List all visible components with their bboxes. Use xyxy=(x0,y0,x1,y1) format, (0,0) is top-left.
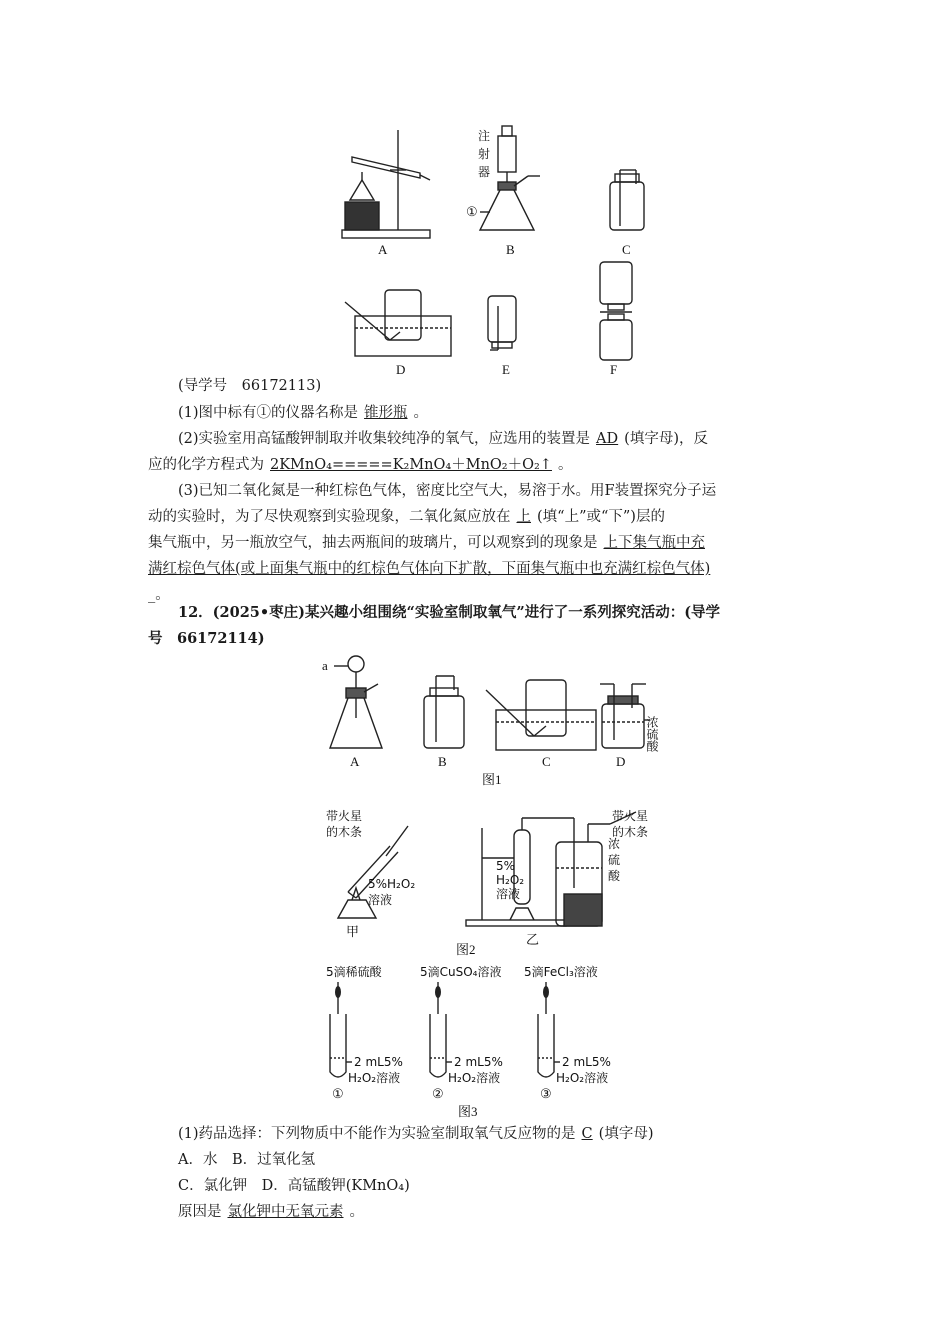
svg-text:2 mL5%: 2 mL5% xyxy=(354,1055,403,1069)
fig1-label-a: A xyxy=(350,754,360,769)
q11-part3-line2: 动的实验时，为了尽快观察到实验现象，二氧化氮应放在 上 (填“上”或“下”)层的 xyxy=(148,509,665,525)
svg-text:2 mL5%: 2 mL5% xyxy=(454,1055,503,1069)
fig1-apparatus-a xyxy=(330,656,382,748)
q11-part3-line4: 满红棕色气体(或上面集气瓶中的红棕色气体向下扩散，下面集气瓶中也充满红棕色气体) xyxy=(148,561,711,577)
fig2-acid-yi: 浓 xyxy=(608,837,621,851)
svg-text:射: 射 xyxy=(478,147,491,161)
apparatus-f xyxy=(600,262,632,360)
label-f: F xyxy=(610,362,618,377)
q11-part2-answer: AD xyxy=(596,431,619,447)
figure-2 xyxy=(318,808,698,958)
syringe-label: 注 xyxy=(478,129,491,143)
q11-part3-line5: _。 xyxy=(148,587,170,603)
apparatus-e xyxy=(488,296,516,350)
label-c: C xyxy=(622,242,631,257)
fig1-label-b: B xyxy=(438,754,447,769)
apparatus-a xyxy=(342,130,430,238)
fig3-reagent-3: 5滴FeCl₃溶液 xyxy=(524,965,598,979)
fig3-num-3: ③ xyxy=(540,1086,552,1101)
fig1-a-label: a xyxy=(322,658,328,673)
fig1-acid-label: 浓硫酸 xyxy=(645,716,659,752)
svg-text:的木条: 的木条 xyxy=(326,825,363,839)
fig1-label-d: D xyxy=(616,754,626,769)
q12-part1: (1)药品选择：下列物质中不能作为实验室制取氧气反应物的是 C (填字母) xyxy=(178,1126,654,1142)
svg-text:溶液: 溶液 xyxy=(368,893,393,907)
fig2-splint-yi: 带火星 xyxy=(612,809,649,823)
fig2-caption: 图2 xyxy=(456,942,476,957)
fig2-splint-jia: 带火星 xyxy=(326,809,363,823)
svg-text:H₂O₂: H₂O₂ xyxy=(496,873,525,887)
label-b: B xyxy=(506,242,515,257)
fig1-apparatus-c xyxy=(486,680,596,750)
q12-heading-line2: 号 66172114) xyxy=(148,630,265,647)
fig2-h2o2-jia: 5%H₂O₂ xyxy=(368,877,416,891)
svg-text:酸: 酸 xyxy=(608,869,621,883)
label-e: E xyxy=(502,362,510,377)
label-d: D xyxy=(396,362,406,377)
fig1-apparatus-b xyxy=(424,676,464,748)
q12-options-ab: A．水 B．过氧化氢 xyxy=(178,1152,316,1168)
q11-guide-number: (导学号 66172113) xyxy=(178,378,322,394)
fig1-label-c: C xyxy=(542,754,551,769)
svg-text:器: 器 xyxy=(478,165,491,179)
q11-part2-equation: 应的化学方程式为 2KMnO₄=====K₂MnO₄＋MnO₂＋O₂↑ 。 xyxy=(148,457,573,473)
q12-reason: 原因是 氯化钾中无氧元素 。 xyxy=(178,1204,364,1220)
svg-text:H₂O₂溶液: H₂O₂溶液 xyxy=(556,1071,609,1085)
svg-text:的木条: 的木条 xyxy=(612,825,649,839)
svg-text:H₂O₂溶液: H₂O₂溶液 xyxy=(448,1071,501,1085)
q11-part3-line1: (3)已知二氧化氮是一种红棕色气体，密度比空气大，易溶于水。用F装置探究分子运 xyxy=(178,483,717,499)
fig2-h2o2-yi: 5% xyxy=(496,859,516,873)
fig1-apparatus-d xyxy=(600,684,650,748)
figure-3 xyxy=(318,962,638,1118)
fig1-caption: 图1 xyxy=(482,772,502,787)
q11-part1-answer: 锥形瓶 xyxy=(364,405,408,421)
q11-part3-answer-phenomenon: 上下集气瓶中充 xyxy=(603,535,705,551)
label-a: A xyxy=(378,242,388,257)
fig3-reagent-2: 5滴CuSO₄溶液 xyxy=(420,965,502,979)
figure-1 xyxy=(320,652,670,788)
apparatus-d xyxy=(345,290,451,356)
fig3-num-1: ① xyxy=(332,1086,344,1101)
fig2-jia-label: 甲 xyxy=(346,924,360,939)
svg-text:H₂O₂溶液: H₂O₂溶液 xyxy=(348,1071,401,1085)
q11-equation-answer: 2KMnO₄=====K₂MnO₄＋MnO₂＋O₂↑ xyxy=(270,457,552,473)
q11-part2: (2)实验室用高锰酸钾制取并收集较纯净的氧气，应选用的装置是 AD (填字母)，反 xyxy=(178,431,708,447)
q11-part1: (1)图中标有①的仪器名称是 锥形瓶 。 xyxy=(178,405,429,421)
fig3-tube-1 xyxy=(326,964,403,1101)
q11-apparatus-figure xyxy=(330,120,660,390)
fig3-tube-3 xyxy=(524,964,611,1101)
q12-heading-line1: 12．(2025•枣庄)某兴趣小组围绕“实验室制取氧气”进行了一系列探究活动：(导学 xyxy=(178,604,721,621)
fig3-caption: 图3 xyxy=(458,1104,478,1118)
q11-part3-line3: 集气瓶中，另一瓶放空气，抽去两瓶间的玻璃片，可以观察到的现象是 上下集气瓶中充 xyxy=(148,533,711,553)
fig3-tube-2 xyxy=(420,964,503,1101)
q12-options-cd: C．氯化钾 D．高锰酸钾(KMnO₄) xyxy=(178,1178,410,1194)
apparatus-c xyxy=(610,170,644,230)
fig3-reagent-1: 5滴稀硫酸 xyxy=(326,965,382,979)
fig3-num-2: ② xyxy=(432,1086,444,1101)
q12-reason-answer: 氯化钾中无氧元素 xyxy=(227,1204,344,1220)
fig2-yi-label: 乙 xyxy=(526,932,540,947)
q12-part1-answer: C xyxy=(581,1126,593,1142)
svg-text:2 mL5%: 2 mL5% xyxy=(562,1055,611,1069)
flask-marker: ① xyxy=(466,204,478,219)
svg-text:硫: 硫 xyxy=(608,853,621,867)
svg-text:溶液: 溶液 xyxy=(496,887,521,901)
q11-part3-answer-layer: 上 xyxy=(516,509,531,525)
